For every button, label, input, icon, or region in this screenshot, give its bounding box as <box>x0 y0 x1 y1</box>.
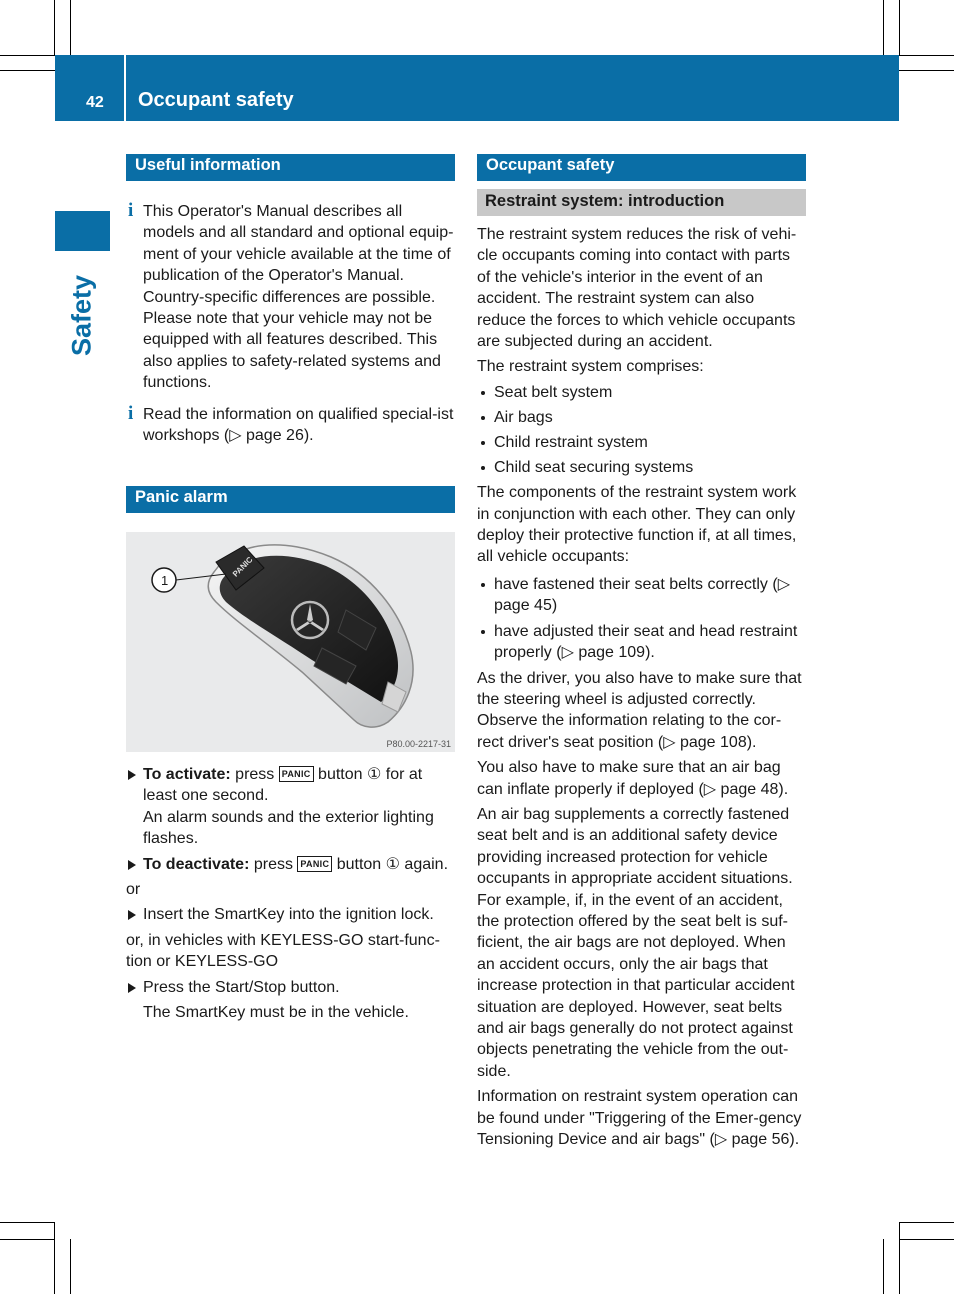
panic-alarm-heading: Panic alarm <box>126 486 455 513</box>
insert-step <box>126 904 455 925</box>
step-text: press <box>230 766 279 783</box>
crop-mark <box>899 70 954 71</box>
occupant-conditions-list <box>477 574 806 664</box>
panic-key-symbol: PANIC <box>279 766 314 782</box>
callout-marker: ① <box>366 766 382 783</box>
bullet-icon <box>481 441 485 445</box>
start-stop-step <box>126 977 455 998</box>
step-text: button <box>313 766 367 783</box>
page-number: 42 <box>86 94 104 111</box>
crop-mark <box>70 0 71 55</box>
crop-mark <box>883 1239 884 1294</box>
body-paragraph: The restraint system comprises: <box>477 358 704 376</box>
smartkey-note: The SmartKey must be in the vehicle. <box>143 1004 409 1022</box>
right-column <box>477 154 806 1150</box>
left-column-steps <box>126 764 455 1023</box>
or-text: or <box>126 881 141 899</box>
figure-callout-number: 1 <box>161 573 169 588</box>
list-item-text: Air bags <box>494 408 553 426</box>
step-text: button <box>332 855 386 873</box>
body-paragraph: An air bag supplements a correctly fastened seat belt and is an additional safety device providing increased protection for vehicle occupants in appropriate accident situations. For example, if, in the event of an accident, the protection offered by the seat belt is suf-ficient, the air bags are not deployed. When an accident occurs, only the air bags that increase protection in that particular accident situation are deployed. However, seat belts and air bags generally do not protect against objects penetrating the vehicle from the out-side. <box>477 805 795 1080</box>
step-arrow-icon <box>128 770 136 780</box>
list-item <box>477 457 806 478</box>
page-title: Occupant safety <box>138 89 294 111</box>
body-paragraph: As the driver, you also have to make sure that the steering wheel is adjusted correctly. Observe the information relating to the cor-rect driver's seat position (▷ page 108). <box>477 669 802 751</box>
step-text: press <box>249 855 298 873</box>
step-arrow-icon <box>128 983 136 993</box>
bullet-icon <box>481 416 485 420</box>
body-paragraph: The restraint system reduces the risk of vehi-cle occupants coming into contact with parts of the vehicle's interior in the event of an accident. The restraint system can also reduce the forces to which vehicle occupants are subjected during an accident. <box>477 226 797 351</box>
step-arrow-icon <box>128 860 136 870</box>
list-item <box>477 407 806 428</box>
left-column <box>126 154 455 513</box>
crop-mark <box>899 1222 954 1223</box>
body-paragraph: The components of the restraint system work in conjunction with each other. They can only deploy their protective function if, at all times, all vehicle occupants: <box>477 484 797 566</box>
crop-mark <box>0 1222 55 1223</box>
smartkey-figure <box>126 532 455 752</box>
figure-code: P80.00-2217-31 <box>386 739 451 749</box>
panic-key-symbol: PANIC <box>297 856 332 872</box>
crop-mark <box>899 1239 954 1240</box>
activate-step <box>126 764 455 850</box>
or-keyless-text: or, in vehicles with KEYLESS-GO start-func-tion or KEYLESS-GO <box>126 931 440 971</box>
list-item-text: Child seat securing systems <box>494 458 694 476</box>
step-text: Insert the SmartKey into the ignition lock. <box>143 906 434 924</box>
crop-mark <box>70 1239 71 1294</box>
step-text: for at least one second. <box>143 766 423 805</box>
useful-info-heading: Useful information <box>126 154 455 181</box>
crop-mark <box>0 55 55 56</box>
crop-mark <box>54 0 55 55</box>
step-text: Press the Start/Stop button. <box>143 978 340 996</box>
step-text: again. <box>399 855 449 873</box>
activate-result: An alarm sounds and the exterior lighting flashes. <box>143 808 434 848</box>
list-item <box>477 382 806 403</box>
info-text: This Operator's Manual describes all models and all standard and optional equip-ment of your vehicle available at the time of publication of the Operator's Manual. Country-specific differences are possible. Please note that your vehicle may not be equipped with all features described. This also applies to safety-related systems and functions. <box>143 203 454 392</box>
list-item-text: Child restraint system <box>494 433 648 451</box>
info-icon: i <box>128 200 134 221</box>
crop-mark <box>883 0 884 55</box>
crop-mark <box>0 1239 55 1240</box>
header-divider <box>124 55 126 121</box>
callout-marker: ① <box>385 855 400 873</box>
chapter-label: Safety <box>66 274 97 357</box>
crop-mark <box>899 1222 900 1294</box>
list-item <box>477 574 806 617</box>
bullet-icon <box>481 630 485 634</box>
info-note <box>126 404 455 447</box>
list-item <box>477 621 806 664</box>
smartkey-illustration <box>126 532 455 752</box>
crop-mark <box>54 1222 55 1294</box>
panic-key-label: PANIC <box>230 555 255 579</box>
deactivate-label: To deactivate: <box>143 855 250 873</box>
list-item-text: have adjusted their seat and head restraint properly (▷ page 109). <box>494 622 798 662</box>
list-item-text: have fastened their seat belts correctly (▷ page 45) <box>494 575 790 615</box>
bullet-icon <box>481 583 485 587</box>
chapter-tab <box>55 211 110 251</box>
body-paragraph: Information on restraint system operation can be found under "Triggering of the Emer-gency Tensioning Device and air bags" (▷ page 56). <box>477 1088 802 1149</box>
crop-mark <box>899 55 954 56</box>
bullet-icon <box>481 466 485 470</box>
list-item-text: Seat belt system <box>494 383 613 401</box>
info-icon: i <box>128 402 134 424</box>
info-note <box>126 201 455 394</box>
bullet-icon <box>481 391 485 395</box>
body-paragraph: You also have to make sure that an air bag can inflate properly if deployed (▷ page 48). <box>477 759 789 798</box>
crop-mark <box>899 0 900 55</box>
step-arrow-icon <box>128 910 136 920</box>
crop-mark <box>0 70 55 71</box>
occupant-safety-heading: Occupant safety <box>477 154 806 181</box>
list-item <box>477 432 806 453</box>
activate-label: To activate: <box>143 766 231 783</box>
restraint-intro-heading: Restraint system: introduction <box>477 189 806 216</box>
info-text: Read the information on qualified special-ist workshops (▷ page 26). <box>143 405 454 445</box>
deactivate-step <box>126 854 455 875</box>
restraint-components-list <box>477 382 806 478</box>
